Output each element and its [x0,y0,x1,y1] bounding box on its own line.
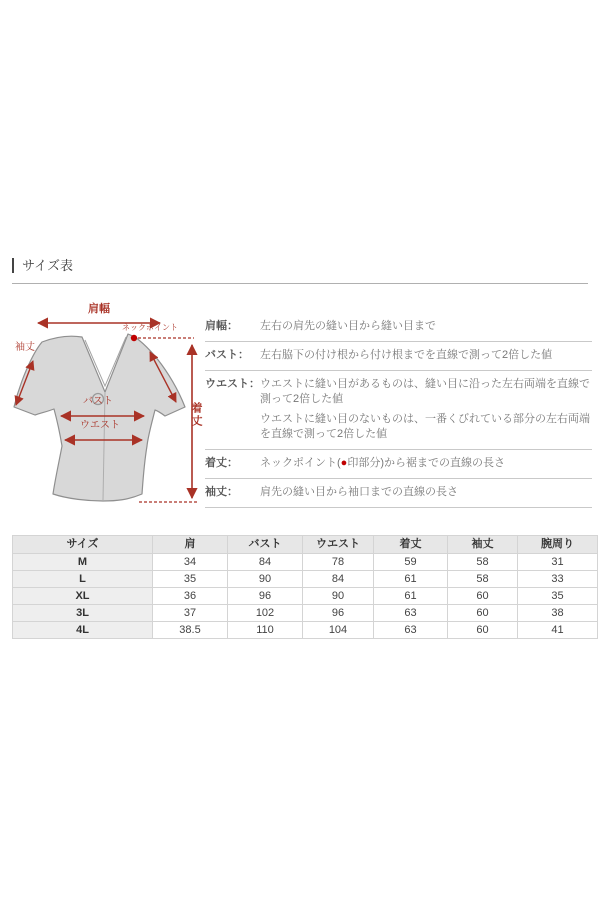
value-cell: 90 [303,588,374,605]
value-cell: 61 [374,571,448,588]
waist-desc-seamed: ウエストに縫い目があるものは、縫い目に沿った左右両端を直線で測って2倍した値 [260,378,590,405]
table-row-3l [13,605,598,622]
definition-term: ウエスト： [205,378,260,390]
value-cell: 41 [518,622,598,639]
value-cell: 35 [518,588,598,605]
value-cell: 96 [303,605,374,622]
value-cell: 84 [228,554,303,571]
table-row-l [13,571,598,588]
value-cell: 58 [448,571,518,588]
value-cell: 59 [374,554,448,571]
header-cell-arm: 腕周り [518,536,598,554]
length-desc-post: 印部分)から裾までの直線の長さ [347,457,505,469]
value-cell: 58 [448,554,518,571]
size-cell: M [13,554,153,571]
value-cell: 63 [374,605,448,622]
definition-row-length [205,450,592,479]
value-cell: 60 [448,588,518,605]
neck-point-dot-glyph: ● [340,457,348,469]
value-cell: 84 [303,571,374,588]
size-diagram [8,296,208,528]
definition-desc: 肩先の縫い目から袖口までの直線の長さ [260,486,458,498]
waist-desc-unseamed: ウエストに縫い目のないものは、一番くびれている部分の左右両端を直線で測って2倍した値 [260,413,590,440]
definition-row-shoulder [205,313,592,342]
neck-point-label: ネックポイント [122,323,178,332]
value-cell: 102 [228,605,303,622]
header-cell-waist: ウエスト [303,536,374,554]
size-table [12,535,598,639]
length-desc [260,456,592,471]
table-row-xl [13,588,598,605]
definition-term: 肩幅： [205,320,238,332]
header-cell-length: 着丈 [374,536,448,554]
size-cell: 3L [13,605,153,622]
header-cell-size: サイズ [13,536,153,554]
page-title: サイズ表 [12,258,73,273]
title-divider [12,283,588,284]
table-row-4l [13,622,598,639]
size-cell: L [13,571,153,588]
definition-desc: 左右脇下の付け根から付け根までを直線で測って2倍した値 [260,349,553,361]
value-cell: 96 [228,588,303,605]
shirt-outline [14,334,185,501]
value-cell: 90 [228,571,303,588]
value-cell: 37 [153,605,228,622]
size-cell: XL [13,588,153,605]
waist-label: ウエスト [80,420,120,431]
header-cell-shoulder: 肩 [153,536,228,554]
definition-row-waist [205,371,592,450]
definition-desc [260,377,592,442]
definition-term: バスト： [205,349,249,361]
length-desc-pre: ネックポイント( [260,457,341,469]
header-cell-bust: バスト [228,536,303,554]
shoulder-width-label: 肩幅 [88,303,110,315]
value-cell: 61 [374,588,448,605]
neck-point-dot [131,335,137,341]
value-cell: 33 [518,571,598,588]
value-cell: 35 [153,571,228,588]
bust-label: バスト [83,396,113,407]
value-cell: 34 [153,554,228,571]
value-cell: 38.5 [153,622,228,639]
definition-row-bust [205,342,592,371]
value-cell: 104 [303,622,374,639]
shirt-diagram-svg [8,296,208,528]
measurement-definitions [205,313,592,508]
sleeve-length-label: 袖丈 [15,342,35,353]
table-row-m [13,554,598,571]
definition-desc: 左右の肩先の縫い目から縫い目まで [260,320,436,332]
value-cell: 78 [303,554,374,571]
garment-length-label: 着丈 [190,402,202,428]
definition-desc [260,456,592,471]
definition-row-sleeve [205,479,592,508]
value-cell: 110 [228,622,303,639]
definition-term: 袖丈： [205,486,238,498]
value-cell: 63 [374,622,448,639]
value-cell: 31 [518,554,598,571]
value-cell: 38 [518,605,598,622]
value-cell: 60 [448,622,518,639]
value-cell: 60 [448,605,518,622]
header-cell-sleeve: 袖丈 [448,536,518,554]
value-cell: 36 [153,588,228,605]
size-cell: 4L [13,622,153,639]
table-header-row [13,536,598,554]
definition-term: 着丈： [205,457,238,469]
